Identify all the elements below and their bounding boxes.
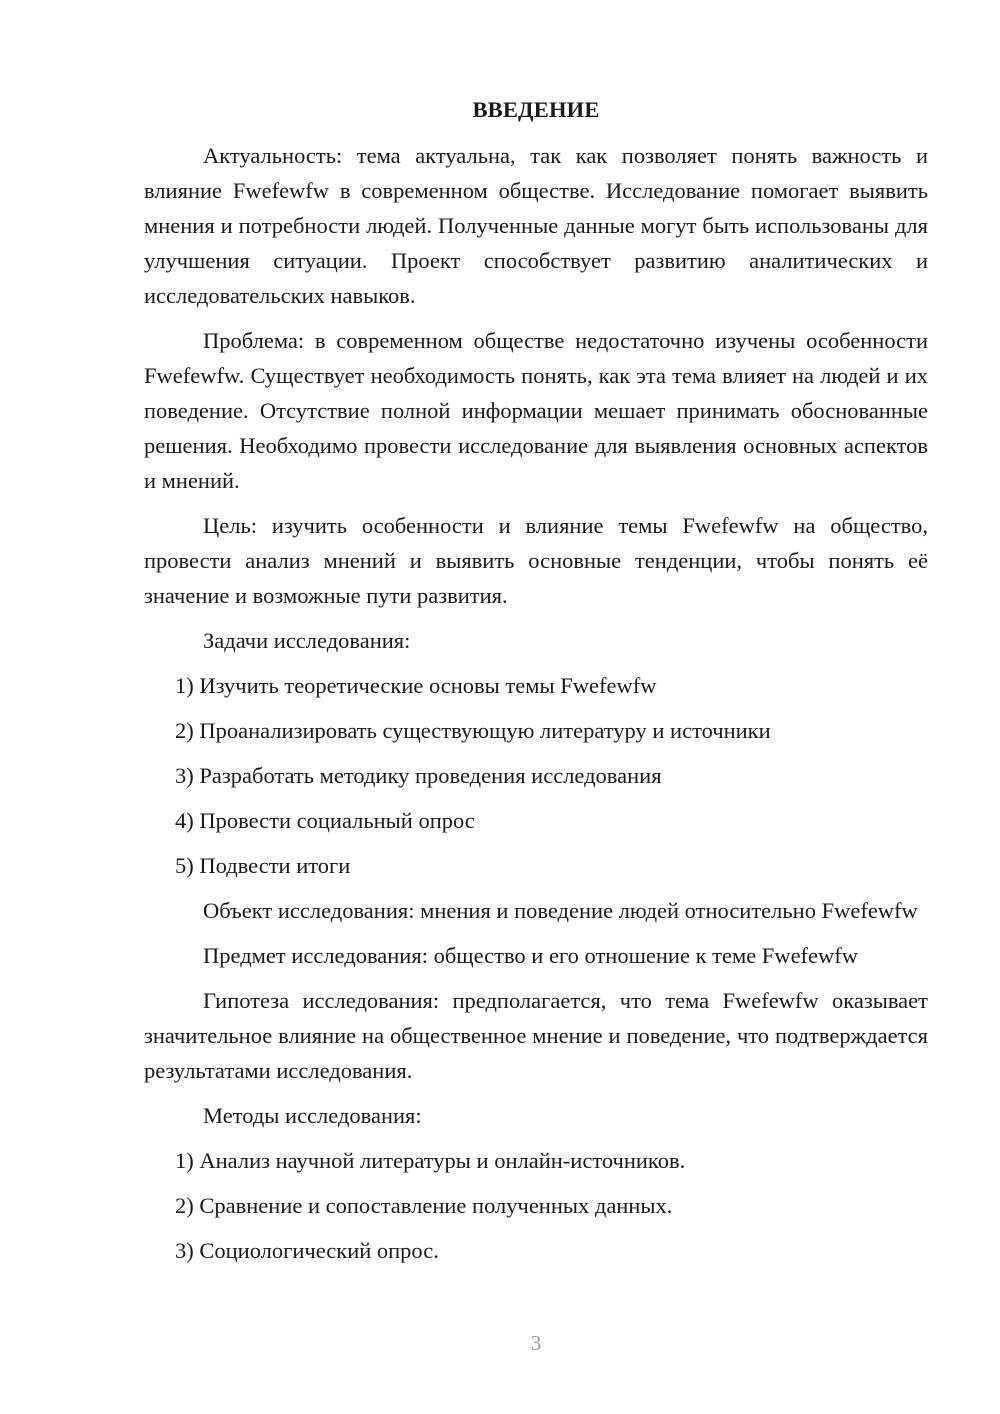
list-item: 5) Подвести итоги bbox=[175, 853, 351, 878]
list-item: 3) Разработать методику проведения исследования bbox=[175, 763, 662, 788]
list-item: 2) Сравнение и сопоставление полученных данных. bbox=[175, 1193, 673, 1218]
methods-title: Методы исследования: bbox=[203, 1103, 422, 1128]
methods-list bbox=[144, 1143, 928, 1268]
goal-paragraph: Цель: изучить особенности и влияние темы Fwefewfw на общество, провести анализ мнений и выявить основные тенденции, чтобы понять её значение и возможные пути развития. bbox=[144, 513, 928, 608]
hypothesis-paragraph: Гипотеза исследования: предполагается, что тема Fwefewfw оказывает значительное влияние на общественное мнение и поведение, что подтверждается результатами исследования. bbox=[144, 988, 928, 1083]
tasks-title: Задачи исследования: bbox=[203, 628, 411, 653]
problem-paragraph: Проблема: в современном обществе недостаточно изучены особенности Fwefewfw. Существует необходимость понять, как эта тема влияет на людей и их поведение. Отсутствие полной информации мешает принимать обоснованные решения. Необходимо провести исследование для выявления основных аспектов и мнений. bbox=[144, 328, 928, 493]
list-item: 2) Проанализировать существующую литературу и источники bbox=[175, 718, 771, 743]
list-item: 3) Социологический опрос. bbox=[175, 1238, 439, 1263]
section-heading: ВВЕДЕНИЕ bbox=[472, 97, 600, 122]
list-item: 1) Изучить теоретические основы темы Fwefewfw bbox=[175, 673, 657, 698]
relevance-paragraph: Актуальность: тема актуальна, так как позволяет понять важность и влияние Fwefewfw в современном обществе. Исследование помогает выявить мнения и потребности людей. Полученные данные могут быть использованы для улучшения ситуации. Проект способствует развитию аналитических и исследовательских навыков. bbox=[144, 143, 928, 308]
list-item: 1) Анализ научной литературы и онлайн-источников. bbox=[175, 1148, 686, 1173]
object-paragraph: Объект исследования: мнения и поведение людей относительно Fwefewfw bbox=[203, 898, 918, 923]
list-item: 4) Провести социальный опрос bbox=[175, 808, 475, 833]
tasks-list bbox=[144, 668, 928, 883]
page-number: 3 bbox=[530, 1331, 542, 1355]
document-page bbox=[144, 92, 928, 1278]
subject-paragraph: Предмет исследования: общество и его отношение к теме Fwefewfw bbox=[203, 943, 859, 968]
